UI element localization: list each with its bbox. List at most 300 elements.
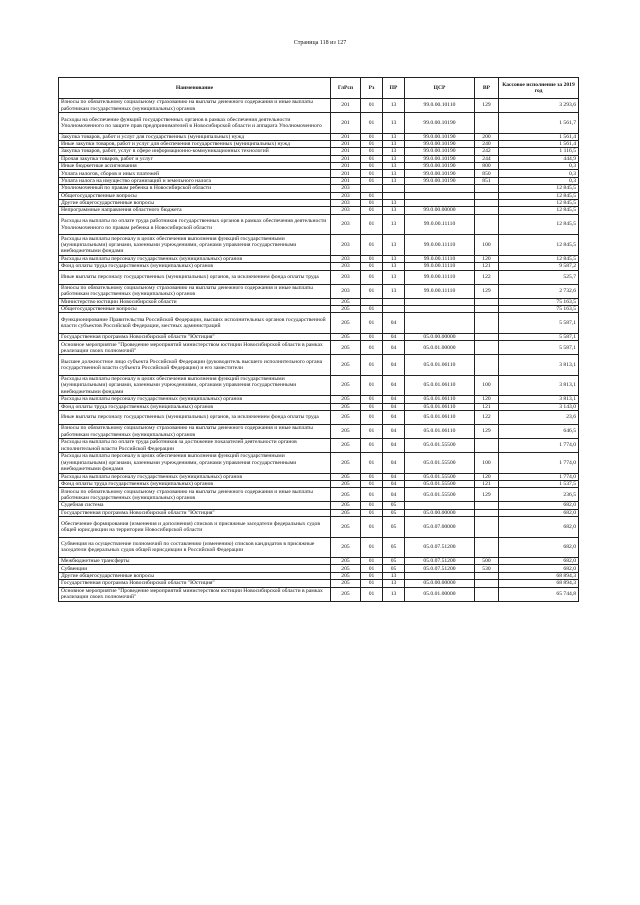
- cell-amount: 236,5: [499, 488, 579, 502]
- cell-name: Государственная программа Новосибирской области "Юстиция": [59, 509, 331, 516]
- cell-pr: 05: [383, 502, 405, 509]
- cell-csr: 99.0.00.10190: [405, 177, 475, 184]
- cell-grbs: 205: [331, 502, 361, 509]
- cell-vr: [475, 214, 499, 235]
- cell-vr: [475, 200, 499, 207]
- table-row: [59, 355, 579, 376]
- cell-amount: 646,5: [499, 425, 579, 439]
- header-rz: Рз: [361, 78, 383, 99]
- cell-vr: 530: [475, 565, 499, 572]
- cell-amount: 682,0: [499, 509, 579, 516]
- cell-amount: 12 845,5: [499, 235, 579, 256]
- table-row: [59, 480, 579, 487]
- cell-vr: 500: [475, 558, 499, 565]
- table-row: [59, 537, 579, 558]
- cell-name: Закупка товаров, работ, услуг в сфере информационно-коммуникационных технологий: [59, 148, 331, 155]
- cell-vr: 100: [475, 235, 499, 256]
- table-row: [59, 113, 579, 134]
- cell-grbs: 205: [331, 480, 361, 487]
- header-name: Наименование: [59, 78, 331, 99]
- cell-pr: 04: [383, 425, 405, 439]
- cell-pr: 13: [383, 235, 405, 256]
- cell-name: Расходы на выплаты по оплате труда работников государственных органов в рамках обеспечения деятельности Уполномоченного по правам ребенка в Новосибирской области: [59, 214, 331, 235]
- cell-rz: 01: [361, 537, 383, 558]
- cell-grbs: 205: [331, 355, 361, 376]
- cell-rz: 01: [361, 99, 383, 113]
- cell-grbs: 201: [331, 133, 361, 140]
- cell-rz: 01: [361, 587, 383, 601]
- cell-pr: 13: [383, 284, 405, 298]
- cell-name: Другие общегосударственные вопросы: [59, 572, 331, 579]
- cell-csr: [405, 298, 475, 305]
- cell-grbs: 201: [331, 148, 361, 155]
- cell-vr: [475, 192, 499, 199]
- cell-pr: 13: [383, 200, 405, 207]
- cell-name: Фонд оплаты труда государственных (муниципальных) органов: [59, 263, 331, 270]
- cell-amount: 682,0: [499, 517, 579, 538]
- cell-vr: 121: [475, 480, 499, 487]
- cell-vr: 121: [475, 263, 499, 270]
- cell-grbs: 201: [331, 155, 361, 162]
- cell-pr: 13: [383, 214, 405, 235]
- table-row: [59, 396, 579, 403]
- cell-amount: 682,0: [499, 565, 579, 572]
- cell-vr: 122: [475, 411, 499, 425]
- cell-name: Расходы на выплаты персоналу в целях обеспечения выполнения функций государственными (муниципальными) органами, казенными учреждениями, органами управления государственными внебюджетными фондами: [59, 235, 331, 256]
- table-row: [59, 177, 579, 184]
- table-row: [59, 565, 579, 572]
- cell-name: Взносы по обязательному социальному страхованию на выплаты денежного содержания и иные выплаты работникам государственных (муниципальных) органов: [59, 425, 331, 439]
- table-row: [59, 403, 579, 410]
- cell-amount: 75 163,5: [499, 305, 579, 312]
- table-row: [59, 170, 579, 177]
- cell-grbs: 205: [331, 572, 361, 579]
- cell-rz: 01: [361, 572, 383, 579]
- cell-csr: 05.0.01.55500: [405, 488, 475, 502]
- table-header-row: [59, 78, 579, 99]
- cell-grbs: 201: [331, 170, 361, 177]
- table-row: [59, 572, 579, 579]
- header-amount: Кассовое исполнение за 2019 год: [499, 78, 579, 99]
- cell-csr: 05.0.01.00000: [405, 341, 475, 355]
- cell-amount: 1 774,0: [499, 439, 579, 453]
- cell-name: Министерство юстиции Новосибирской области: [59, 298, 331, 305]
- cell-rz: 01: [361, 488, 383, 502]
- cell-rz: 01: [361, 177, 383, 184]
- cell-pr: [383, 298, 405, 305]
- cell-csr: 99.0.00.11110: [405, 284, 475, 298]
- cell-amount: 0,3: [499, 170, 579, 177]
- table-row: [59, 375, 579, 396]
- cell-pr: 04: [383, 396, 405, 403]
- table-row: [59, 313, 579, 334]
- cell-name: Субвенция на осуществление полномочий по составлению (изменению) списков кандидатов в присяжные заседатели федеральных судов общей юрисдикции в Российской Федерации: [59, 537, 331, 558]
- cell-vr: [475, 113, 499, 134]
- cell-grbs: 203: [331, 192, 361, 199]
- cell-pr: 13: [383, 140, 405, 147]
- cell-pr: 04: [383, 333, 405, 340]
- cell-rz: 01: [361, 333, 383, 340]
- cell-pr: 04: [383, 439, 405, 453]
- cell-vr: [475, 502, 499, 509]
- cell-csr: 05.0.01.55500: [405, 453, 475, 474]
- table-row: [59, 439, 579, 453]
- table-row: [59, 502, 579, 509]
- cell-grbs: 205: [331, 587, 361, 601]
- cell-grbs: 203: [331, 284, 361, 298]
- table-row: [59, 580, 579, 587]
- cell-vr: [475, 333, 499, 340]
- cell-grbs: 205: [331, 439, 361, 453]
- cell-grbs: 203: [331, 185, 361, 192]
- cell-vr: 851: [475, 177, 499, 184]
- cell-grbs: 203: [331, 263, 361, 270]
- cell-name: Взносы по обязательному социальному страхованию на выплаты денежного содержания и иные выплаты работникам государственных (муниципальных) органов: [59, 284, 331, 298]
- cell-rz: 01: [361, 403, 383, 410]
- cell-grbs: 205: [331, 565, 361, 572]
- cell-grbs: 201: [331, 163, 361, 170]
- cell-rz: 01: [361, 502, 383, 509]
- cell-vr: 850: [475, 170, 499, 177]
- cell-amount: 1 537,5: [499, 480, 579, 487]
- cell-rz: 01: [361, 580, 383, 587]
- cell-grbs: 205: [331, 537, 361, 558]
- cell-amount: 444,9: [499, 155, 579, 162]
- cell-vr: 129: [475, 425, 499, 439]
- cell-csr: [405, 200, 475, 207]
- cell-amount: 12 845,5: [499, 185, 579, 192]
- cell-csr: 05.0.01.06110: [405, 411, 475, 425]
- cell-name: Фонд оплаты труда государственных (муниципальных) органов: [59, 403, 331, 410]
- cell-pr: 13: [383, 207, 405, 214]
- cell-amount: 1 561,7: [499, 113, 579, 134]
- table-row: [59, 235, 579, 256]
- cell-rz: 01: [361, 453, 383, 474]
- cell-grbs: 201: [331, 113, 361, 134]
- cell-grbs: 205: [331, 313, 361, 334]
- cell-pr: 04: [383, 355, 405, 376]
- cell-name: Иные выплаты персоналу государственных (муниципальных) органов, за исключением фонда оплаты труда: [59, 270, 331, 284]
- cell-amount: 682,0: [499, 537, 579, 558]
- table-row: [59, 148, 579, 155]
- cell-csr: 99.0.00.10110: [405, 99, 475, 113]
- cell-grbs: 205: [331, 396, 361, 403]
- cell-vr: 129: [475, 488, 499, 502]
- cell-pr: 13: [383, 587, 405, 601]
- cell-grbs: 205: [331, 488, 361, 502]
- cell-name: Фонд оплаты труда государственных (муниципальных) органов: [59, 480, 331, 487]
- cell-grbs: 205: [331, 517, 361, 538]
- cell-grbs: 203: [331, 235, 361, 256]
- cell-grbs: 203: [331, 207, 361, 214]
- cell-name: Судебная система: [59, 502, 331, 509]
- cell-csr: 05.0.01.06110: [405, 425, 475, 439]
- cell-amount: 1 561,4: [499, 140, 579, 147]
- cell-amount: 9 587,2: [499, 263, 579, 270]
- cell-amount: 68 894,3: [499, 580, 579, 587]
- cell-csr: 05.0.00.00000: [405, 580, 475, 587]
- table-row: [59, 185, 579, 192]
- cell-pr: 13: [383, 255, 405, 262]
- cell-pr: 05: [383, 517, 405, 538]
- cell-pr: 13: [383, 133, 405, 140]
- cell-pr: 04: [383, 488, 405, 502]
- cell-rz: 01: [361, 255, 383, 262]
- cell-rz: 01: [361, 148, 383, 155]
- cell-vr: [475, 517, 499, 538]
- cell-vr: 244: [475, 155, 499, 162]
- cell-rz: 01: [361, 263, 383, 270]
- cell-csr: [405, 572, 475, 579]
- cell-csr: 05.0.01.55500: [405, 473, 475, 480]
- cell-name: Иные бюджетные ассигнования: [59, 163, 331, 170]
- cell-amount: 12 845,5: [499, 255, 579, 262]
- cell-grbs: 205: [331, 298, 361, 305]
- cell-amount: 1 116,5: [499, 148, 579, 155]
- cell-amount: 12 845,5: [499, 192, 579, 199]
- cell-pr: 13: [383, 270, 405, 284]
- cell-amount: 5 587,1: [499, 333, 579, 340]
- cell-grbs: 205: [331, 375, 361, 396]
- cell-vr: [475, 439, 499, 453]
- table-row: [59, 341, 579, 355]
- cell-csr: 99.0.00.11110: [405, 263, 475, 270]
- cell-vr: [475, 305, 499, 312]
- cell-rz: 01: [361, 375, 383, 396]
- cell-grbs: 205: [331, 453, 361, 474]
- cell-amount: 65 744,8: [499, 587, 579, 601]
- cell-csr: 99.0.00.11110: [405, 255, 475, 262]
- cell-vr: 120: [475, 255, 499, 262]
- cell-name: Расходы на выплаты персоналу государственных (муниципальных) органов: [59, 396, 331, 403]
- cell-csr: 05.0.00.00000: [405, 509, 475, 516]
- cell-csr: [405, 192, 475, 199]
- cell-rz: 01: [361, 113, 383, 134]
- page-number: Страница 118 из 127: [293, 40, 347, 46]
- cell-pr: [383, 185, 405, 192]
- cell-vr: [475, 509, 499, 516]
- cell-rz: 01: [361, 200, 383, 207]
- cell-rz: 01: [361, 305, 383, 312]
- cell-rz: [361, 185, 383, 192]
- cell-pr: [383, 305, 405, 312]
- cell-csr: [405, 185, 475, 192]
- table-row: [59, 473, 579, 480]
- cell-rz: 01: [361, 565, 383, 572]
- cell-vr: [475, 580, 499, 587]
- cell-name: Межбюджетные трансферты: [59, 558, 331, 565]
- cell-amount: 1 561,4: [499, 133, 579, 140]
- cell-name: Расходы на обеспечение функций государственных органов в рамках обеспечения деятельности Уполномоченного по защите прав предпринимателей в Новосибирской области и аппарата Уполномоченного: [59, 113, 331, 134]
- cell-amount: 23,6: [499, 411, 579, 425]
- cell-amount: 5 587,1: [499, 341, 579, 355]
- cell-pr: 05: [383, 537, 405, 558]
- cell-grbs: 201: [331, 140, 361, 147]
- cell-pr: 13: [383, 113, 405, 134]
- cell-pr: 13: [383, 99, 405, 113]
- cell-vr: 100: [475, 375, 499, 396]
- cell-rz: 01: [361, 133, 383, 140]
- cell-csr: 05.0.01.00000: [405, 587, 475, 601]
- cell-vr: [475, 313, 499, 334]
- cell-rz: 01: [361, 509, 383, 516]
- cell-rz: 01: [361, 214, 383, 235]
- header-grbs: ГлРсп: [331, 78, 361, 99]
- cell-grbs: 203: [331, 200, 361, 207]
- cell-rz: 01: [361, 235, 383, 256]
- cell-csr: 05.0.01.06110: [405, 403, 475, 410]
- cell-grbs: 205: [331, 580, 361, 587]
- cell-csr: 99.0.00.10190: [405, 170, 475, 177]
- cell-csr: 99.0.00.10190: [405, 133, 475, 140]
- cell-rz: 01: [361, 170, 383, 177]
- cell-name: Основное мероприятие "Проведение мероприятий министерством юстиции Новосибирской области в рамках реализации своих полномочий": [59, 587, 331, 601]
- cell-amount: 12 845,5: [499, 214, 579, 235]
- cell-pr: 05: [383, 558, 405, 565]
- cell-pr: 04: [383, 341, 405, 355]
- cell-vr: 122: [475, 270, 499, 284]
- cell-csr: 05.0.07.00000: [405, 517, 475, 538]
- cell-grbs: 205: [331, 509, 361, 516]
- cell-name: Общегосударственные вопросы: [59, 305, 331, 312]
- cell-amount: 0,3: [499, 163, 579, 170]
- cell-csr: 05.0.07.51200: [405, 558, 475, 565]
- cell-name: Субвенции: [59, 565, 331, 572]
- cell-rz: 01: [361, 140, 383, 147]
- cell-pr: 13: [383, 177, 405, 184]
- cell-rz: 01: [361, 480, 383, 487]
- cell-vr: 100: [475, 453, 499, 474]
- cell-vr: 129: [475, 284, 499, 298]
- cell-amount: 12 845,5: [499, 207, 579, 214]
- cell-grbs: 201: [331, 177, 361, 184]
- cell-amount: 3 293,6: [499, 99, 579, 113]
- cell-amount: 5 587,1: [499, 313, 579, 334]
- cell-csr: 99.0.00.11110: [405, 235, 475, 256]
- cell-pr: 04: [383, 480, 405, 487]
- cell-rz: 01: [361, 558, 383, 565]
- table-row: [59, 140, 579, 147]
- cell-pr: 13: [383, 263, 405, 270]
- cell-name: Расходы на выплаты персоналу государственных (муниципальных) органов: [59, 255, 331, 262]
- cell-vr: 200: [475, 133, 499, 140]
- cell-name: Уполномоченный по правам ребенка в Новосибирской области: [59, 185, 331, 192]
- cell-grbs: 203: [331, 270, 361, 284]
- cell-csr: [405, 313, 475, 334]
- cell-vr: [475, 298, 499, 305]
- cell-amount: 682,0: [499, 502, 579, 509]
- cell-pr: [383, 192, 405, 199]
- cell-pr: 05: [383, 565, 405, 572]
- table-row: [59, 263, 579, 270]
- cell-pr: 04: [383, 313, 405, 334]
- table-row: [59, 284, 579, 298]
- cell-amount: 682,0: [499, 558, 579, 565]
- cell-csr: 99.0.00.11110: [405, 270, 475, 284]
- cell-amount: 3 143,0: [499, 403, 579, 410]
- cell-grbs: 201: [331, 99, 361, 113]
- cell-rz: 01: [361, 411, 383, 425]
- cell-name: Расходы на выплаты персоналу в целях обеспечения выполнения функций государственными (муниципальными) органами, казенными учреждениями, органами управления государственными внебюджетными фондами: [59, 453, 331, 474]
- cell-amount: 1 774,0: [499, 473, 579, 480]
- cell-pr: 04: [383, 403, 405, 410]
- cell-vr: [475, 355, 499, 376]
- cell-grbs: 205: [331, 558, 361, 565]
- cell-name: Государственная программа Новосибирской области "Юстиция": [59, 333, 331, 340]
- cell-amount: 525,7: [499, 270, 579, 284]
- table-row: [59, 155, 579, 162]
- table-row: [59, 270, 579, 284]
- cell-pr: 13: [383, 572, 405, 579]
- table-row: [59, 99, 579, 113]
- cell-amount: 1 774,0: [499, 453, 579, 474]
- table-row: [59, 200, 579, 207]
- cell-pr: 04: [383, 375, 405, 396]
- table-row: [59, 453, 579, 474]
- cell-grbs: 205: [331, 425, 361, 439]
- cell-pr: 13: [383, 170, 405, 177]
- cell-grbs: 203: [331, 255, 361, 262]
- cell-vr: 800: [475, 163, 499, 170]
- cell-amount: 0,3: [499, 177, 579, 184]
- cell-vr: 120: [475, 396, 499, 403]
- cell-grbs: 203: [331, 214, 361, 235]
- cell-amount: 3 813,1: [499, 375, 579, 396]
- cell-name: Уплата налога на имущество организаций и земельного налога: [59, 177, 331, 184]
- cell-name: Взносы по обязательному социальному страхованию на выплаты денежного содержания и иные выплаты работникам государственных (муниципальных) органов: [59, 488, 331, 502]
- cell-name: Обеспечение формирования (изменения и дополнения) списков и присяжные заседатели федеральных судов общей юрисдикции на территории Новосибирской области: [59, 517, 331, 538]
- cell-vr: [475, 207, 499, 214]
- cell-pr: 05: [383, 509, 405, 516]
- cell-vr: [475, 537, 499, 558]
- cell-grbs: 205: [331, 403, 361, 410]
- cell-vr: 240: [475, 140, 499, 147]
- cell-rz: 01: [361, 284, 383, 298]
- table-row: [59, 192, 579, 199]
- cell-pr: 13: [383, 580, 405, 587]
- cell-grbs: 205: [331, 333, 361, 340]
- cell-name: Общегосударственные вопросы: [59, 192, 331, 199]
- cell-name: Другие общегосударственные вопросы: [59, 200, 331, 207]
- cell-name: Функционирование Правительства Российской Федерации, высших исполнительных органов государственной власти субъектов Российской Федерации, местных администраций: [59, 313, 331, 334]
- table-row: [59, 333, 579, 340]
- cell-pr: 04: [383, 411, 405, 425]
- cell-amount: 12 845,5: [499, 200, 579, 207]
- table-row: [59, 207, 579, 214]
- cell-vr: [475, 341, 499, 355]
- cell-rz: 01: [361, 207, 383, 214]
- cell-vr: [475, 572, 499, 579]
- cell-rz: 01: [361, 341, 383, 355]
- cell-name: Расходы на выплаты персоналу государственных (муниципальных) органов: [59, 473, 331, 480]
- cell-rz: [361, 298, 383, 305]
- cell-csr: 05.0.00.00000: [405, 333, 475, 340]
- cell-name: Прочая закупка товаров, работ и услуг: [59, 155, 331, 162]
- cell-amount: 3 813,1: [499, 396, 579, 403]
- cell-rz: 01: [361, 270, 383, 284]
- table-row: [59, 305, 579, 312]
- cell-rz: 01: [361, 425, 383, 439]
- cell-rz: 01: [361, 473, 383, 480]
- table-row: [59, 488, 579, 502]
- cell-grbs: 205: [331, 341, 361, 355]
- cell-rz: 01: [361, 517, 383, 538]
- table-row: [59, 411, 579, 425]
- cell-vr: [475, 185, 499, 192]
- table-row: [59, 255, 579, 262]
- cell-csr: [405, 305, 475, 312]
- cell-amount: 75 163,5: [499, 298, 579, 305]
